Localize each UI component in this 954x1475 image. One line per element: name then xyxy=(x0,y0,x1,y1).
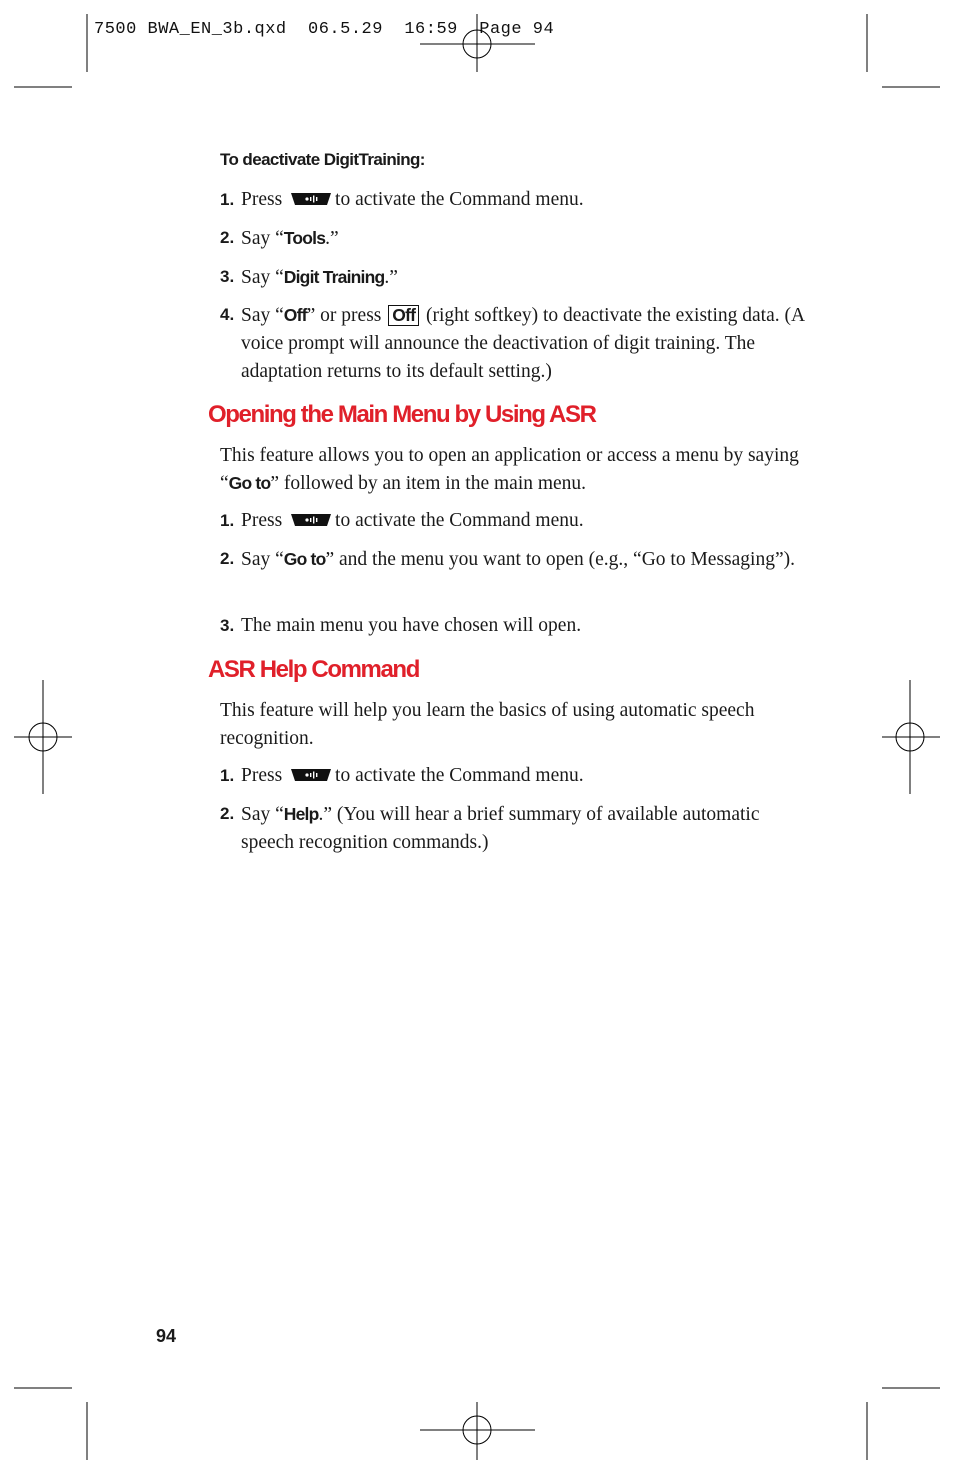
step-text: .” (You will hear a brief summary of available automatic speech recognition commands.) xyxy=(241,804,760,853)
step-text: ” or press xyxy=(306,305,382,326)
step-number: 1. xyxy=(220,190,235,209)
keyword-tools: Tools xyxy=(283,228,326,248)
step-text: The main menu you have chosen will open. xyxy=(241,615,582,636)
subheading-deactivate: To deactivate DigitTraining: xyxy=(220,150,425,169)
step-text: ” and the menu you want to open (e.g., “Go to Messaging”). xyxy=(325,549,795,570)
voice-command-key-icon xyxy=(289,513,333,527)
registration-mark-left xyxy=(14,680,72,794)
step-text: Say “ xyxy=(241,804,284,825)
keyword-go-to: Go to xyxy=(283,549,326,569)
deactivate-step-3 xyxy=(220,263,805,292)
step-text: to activate the Command menu. xyxy=(335,510,584,531)
step-text: Say “ xyxy=(241,549,284,570)
intro-text: This feature allows you to open an application or access a menu by saying “ xyxy=(220,445,799,494)
softkey-off: Off xyxy=(388,305,419,326)
step-text: Say “ xyxy=(241,305,284,326)
section1-intro xyxy=(220,442,805,497)
section2-step-1 xyxy=(220,762,805,790)
step-number: 1. xyxy=(220,511,235,530)
registration-mark-right xyxy=(882,680,940,794)
step-number: 2. xyxy=(220,804,235,823)
step-text: to activate the Command menu. xyxy=(335,765,584,786)
section2-step-2 xyxy=(220,800,805,857)
step-text: .” xyxy=(325,228,339,249)
intro-text: ” followed by an item in the main menu. xyxy=(270,472,587,494)
step-text: Press xyxy=(241,765,283,786)
step-number: 4. xyxy=(220,305,235,324)
file-slug: 7500 BWA_EN_3b.qxd 06.5.29 16:59 Page 94 xyxy=(94,20,555,39)
section1-step-1 xyxy=(220,507,805,535)
section1-step-2 xyxy=(220,545,805,574)
keyword-digit-training: Digit Training xyxy=(283,267,385,287)
section2-intro: This feature will help you learn the basics of using automatic speech recognition. xyxy=(220,700,755,749)
step-text: Press xyxy=(241,510,283,531)
section-heading-main-menu: Opening the Main Menu by Using ASR xyxy=(208,401,596,428)
page-number: 94 xyxy=(156,1326,177,1346)
step-number: 2. xyxy=(220,228,235,247)
step-number: 3. xyxy=(220,267,235,286)
registration-mark-bottom xyxy=(420,1402,535,1460)
keyword-help: Help xyxy=(283,804,319,824)
step-text: Say “ xyxy=(241,267,284,288)
step-number: 1. xyxy=(220,766,235,785)
section1-step-3 xyxy=(220,612,805,640)
deactivate-step-1 xyxy=(220,186,805,214)
step-number: 3. xyxy=(220,616,235,635)
section-heading-asr-help: ASR Help Command xyxy=(208,656,419,683)
step-text: (right softkey) to deactivate the existing data. (A voice prompt will announce the deactivation of digit training. The adaptation returns to its default setting.) xyxy=(241,305,804,382)
step-text: Say “ xyxy=(241,228,284,249)
keyword-go-to: Go to xyxy=(228,472,271,493)
registration-mark-top xyxy=(420,14,535,72)
step-number: 2. xyxy=(220,549,235,568)
step-text: .” xyxy=(384,267,398,288)
step-text: Press xyxy=(241,189,283,210)
voice-command-key-icon xyxy=(289,192,333,206)
deactivate-step-2 xyxy=(220,224,805,253)
step-text: to activate the Command menu. xyxy=(335,189,584,210)
keyword-off: Off xyxy=(283,305,307,325)
deactivate-step-4 xyxy=(220,301,805,386)
voice-command-key-icon xyxy=(289,768,333,782)
